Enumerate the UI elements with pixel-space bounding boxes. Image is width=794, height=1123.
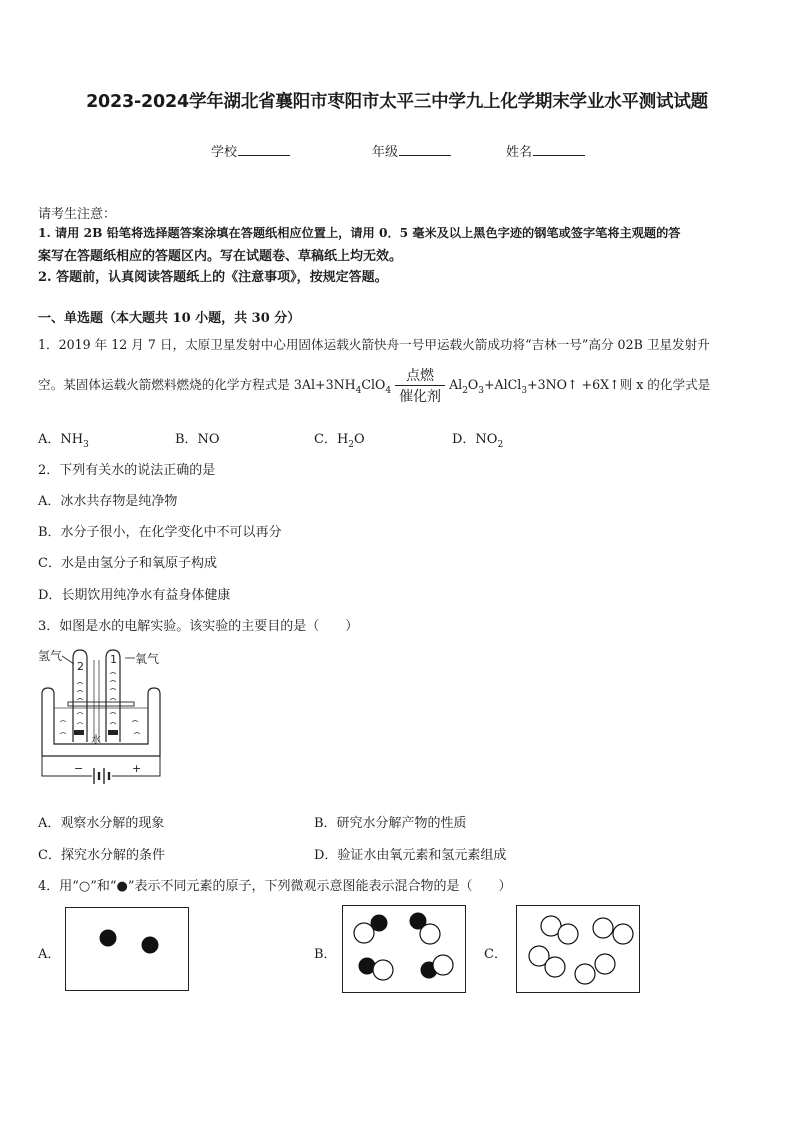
white-atom	[433, 955, 453, 975]
q3-option-a[interactable]: A．观察水分解的现象	[38, 816, 165, 831]
white-atom	[595, 954, 615, 974]
particles-c	[517, 906, 639, 992]
q1-eq-part2: ClO	[361, 377, 386, 392]
condition-bottom: 催化剂	[399, 389, 442, 405]
q1-eq-part6: +3NO↑ +6X↑则 x 的化学式是	[527, 377, 711, 392]
positive-terminal-label: +	[132, 762, 142, 775]
oxygen-label: 氧气	[135, 652, 160, 666]
white-atom	[373, 960, 393, 980]
option-text: O	[354, 432, 365, 447]
hydrogen-label: 氢气	[38, 649, 63, 663]
water-trough	[42, 688, 160, 756]
particles-a	[66, 908, 188, 990]
q3-option-c[interactable]: C．探究水分解的条件	[38, 848, 165, 863]
q2-option-b[interactable]: B．水分子很小，在化学变化中不可以再分	[38, 525, 282, 540]
condition-top: 点燃	[395, 365, 445, 386]
q4-option-b-label[interactable]: B．	[314, 947, 337, 962]
q2-option-a[interactable]: A．冰水共存物是纯净物	[38, 494, 178, 509]
cathode-electrode	[74, 730, 84, 735]
q1-eq-part3: Al	[449, 377, 463, 392]
black-atom	[371, 915, 388, 932]
school-blank[interactable]	[238, 143, 290, 156]
white-atom	[354, 923, 374, 943]
option-text: B．NO	[175, 432, 220, 447]
q1-eq-sub: 4	[385, 386, 392, 396]
tube-stand	[68, 702, 134, 706]
white-atom	[420, 924, 440, 944]
tube-left-number: 2	[77, 660, 84, 673]
q1-stem-line2	[38, 365, 710, 406]
q1-stem-line1: 1．2019 年 12 月 7 日，太原卫星发射中心用固体运载火箭快舟一号甲运载火箭成功将“吉林一号”高分 02B 卫星发射升	[38, 337, 710, 352]
q4-option-c-diagram[interactable]	[516, 905, 640, 993]
option-text: C．H	[314, 432, 349, 447]
q1-eq-part4: O	[467, 377, 479, 392]
section-heading: 一、单选题（本大题共 10 小题，共 30 分）	[38, 311, 301, 326]
tube-right-number: 1	[110, 653, 117, 666]
q4-option-c-label[interactable]: C．	[484, 947, 507, 962]
q3-option-b[interactable]: B．研究水分解产物的性质	[314, 816, 467, 831]
option-sub: 2	[497, 440, 504, 450]
notice-heading: 请考生注意：	[38, 207, 117, 222]
white-atom	[593, 918, 613, 938]
q1-option-d[interactable]	[452, 428, 504, 450]
negative-terminal-label: −	[74, 762, 84, 775]
q4-stem: 4．用“○”和“●”表示不同元素的原子，下列微观示意图能表示混合物的是（ ）	[38, 879, 512, 894]
notice-item1-line1: 1. 请用 2B 铅笔将选择题答案涂填在答题纸相应位置上，请用 0．5 毫米及以上黑色字迹的钢笔或签字笔将主观题的答	[38, 226, 681, 240]
white-atom	[575, 964, 595, 984]
q4-option-a-diagram[interactable]	[65, 907, 189, 991]
q1-eq-sub: 3	[521, 386, 528, 396]
school-label: 学校	[211, 145, 238, 160]
option-text: D．NO	[452, 432, 498, 447]
notice-item1-line2: 案写在答题纸相应的答题区内。写在试题卷、草稿纸上均无效。	[38, 249, 403, 264]
grade-label: 年级	[372, 145, 399, 160]
q3-stem: 3．如图是水的电解实验。该实验的主要目的是（ ）	[38, 619, 359, 634]
notice-item2: 2. 答题前，认真阅读答题纸上的《注意事项》，按规定答题。	[38, 270, 388, 285]
anode-electrode	[108, 730, 118, 735]
q1-eq-sub: 3	[478, 386, 484, 396]
white-atom	[613, 924, 633, 944]
q4-option-b-diagram[interactable]	[342, 905, 466, 993]
water-label: 水	[91, 735, 101, 746]
gas-bubbles	[60, 673, 140, 735]
black-atom	[100, 930, 117, 947]
black-atom	[142, 937, 159, 954]
q1-eq-sub: 4	[355, 386, 362, 396]
option-sub: 3	[83, 440, 89, 450]
q2-option-d[interactable]: D．长期饮用纯净水有益身体健康	[38, 588, 231, 603]
q1-option-a[interactable]	[38, 428, 89, 450]
q2-stem: 2．下列有关水的说法正确的是	[38, 463, 216, 478]
hydrogen-pointer	[62, 656, 74, 664]
option-sub: 2	[348, 440, 355, 450]
option-text: A．NH	[38, 432, 84, 447]
q1-option-b[interactable]	[175, 428, 220, 447]
school-field[interactable]	[211, 141, 290, 160]
q3-option-d[interactable]: D．验证水由氧元素和氢元素组成	[314, 848, 507, 863]
white-atom	[545, 957, 565, 977]
q4-option-a-label[interactable]: A．	[38, 947, 61, 962]
q1-option-c[interactable]	[314, 428, 365, 450]
grade-blank[interactable]	[399, 143, 451, 156]
grade-field[interactable]	[372, 141, 451, 160]
name-field[interactable]	[506, 141, 585, 160]
particles-b	[343, 906, 465, 992]
q1-reaction-condition	[395, 365, 445, 406]
white-atom	[558, 924, 578, 944]
q1-eq-sub: 2	[462, 386, 468, 396]
page-title: 2023-2024学年湖北省襄阳市枣阳市太平三中学九上化学期末学业水平测试试题	[86, 92, 708, 112]
q1-eq-part5: +AlCl	[483, 377, 522, 392]
name-label: 姓名	[506, 145, 533, 160]
q2-option-c[interactable]: C．水是由氢分子和氧原子构成	[38, 556, 217, 571]
electrolysis-apparatus-figure	[36, 644, 176, 784]
name-blank[interactable]	[533, 143, 585, 156]
q1-eq-part1: 空。某固体运载火箭燃料燃烧的化学方程式是 3Al+3NH	[38, 377, 356, 392]
